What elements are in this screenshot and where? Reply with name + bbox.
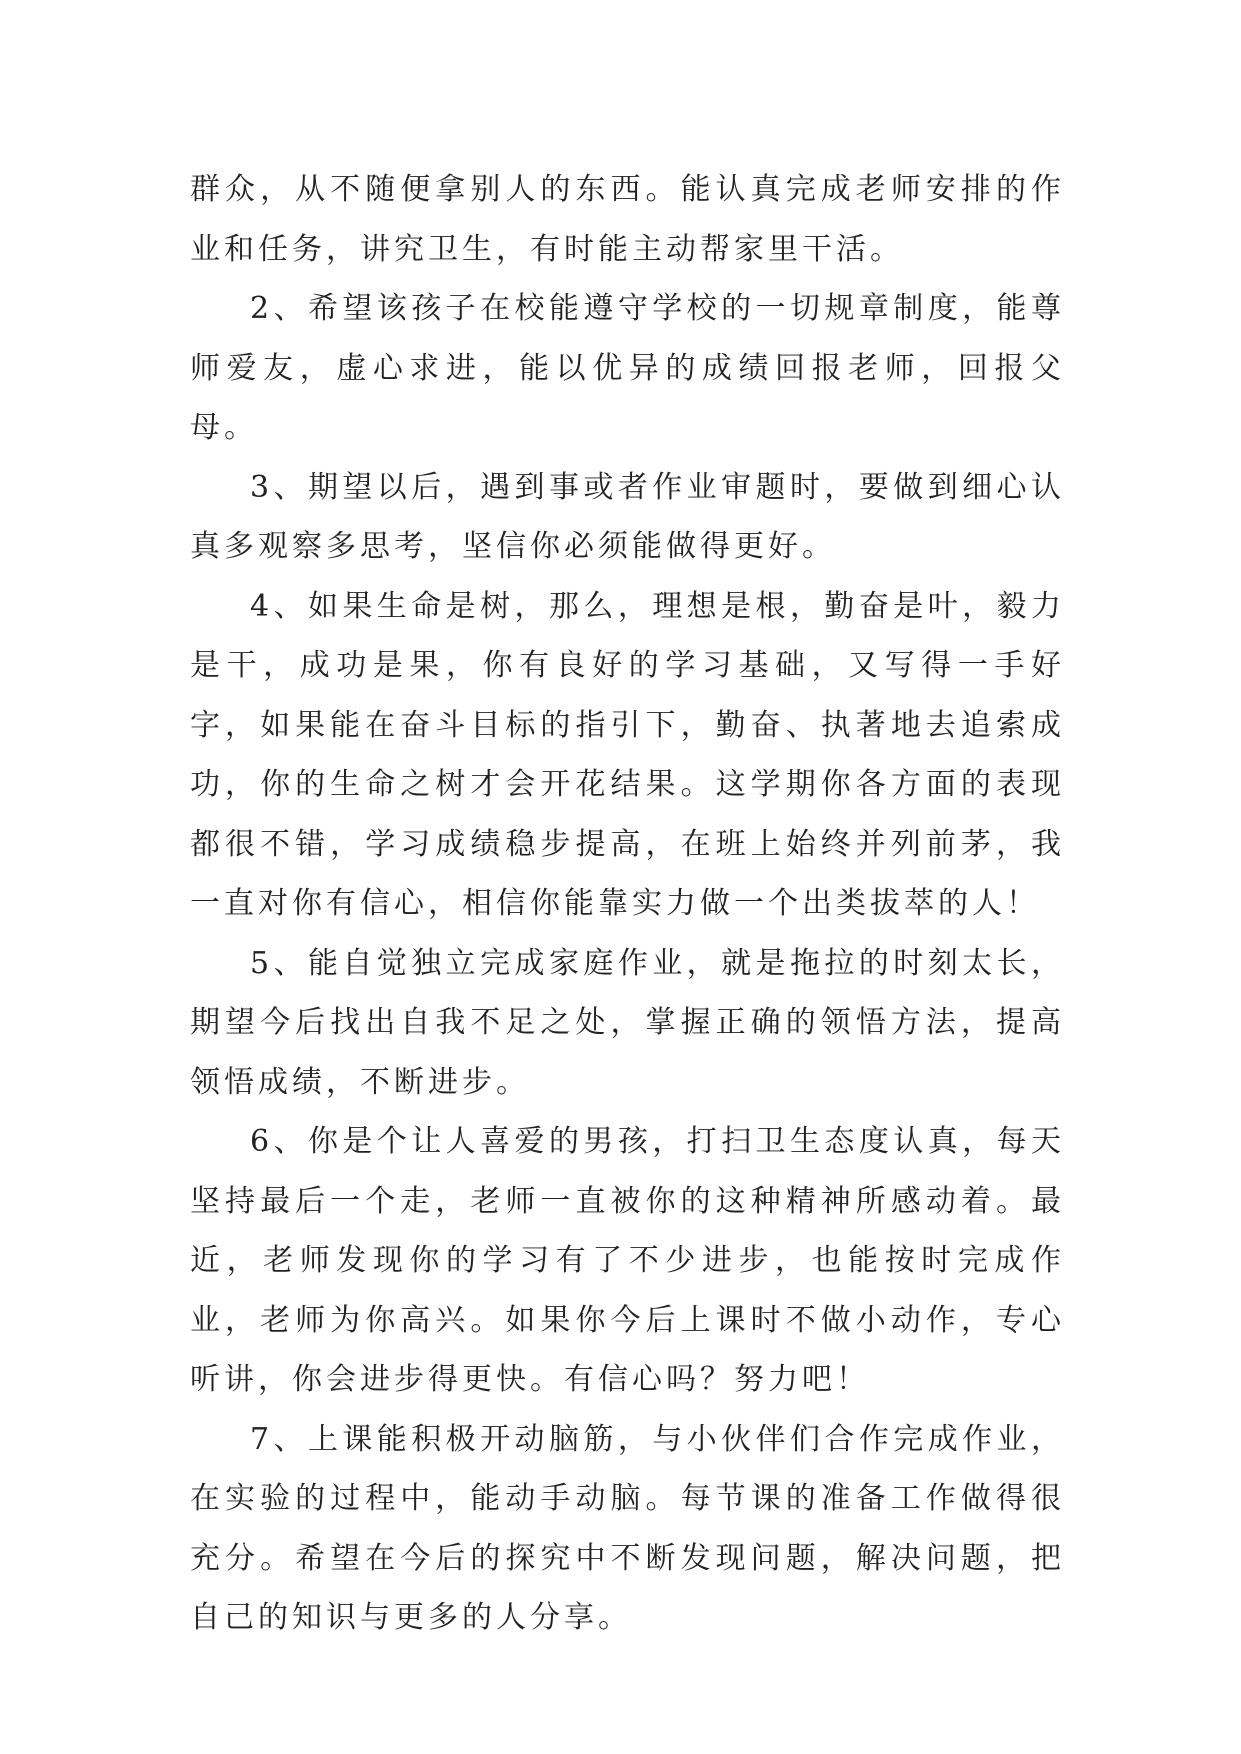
document-body [190, 160, 1065, 1648]
paragraph-continuation: 群众，从不随便拿别人的东西。能认真完成老师安排的作业和任务，讲究卫生，有时能主动帮家里干活。 [190, 172, 1065, 267]
paragraph-item-5: 5、能自觉独立完成家庭作业，就是拖拉的时刻太长，期望今后找出自我不足之处，掌握正确的领悟方法，提高领悟成绩，不断进步。 [190, 945, 1065, 1100]
paragraph-item-2: 2、希望该孩子在校能遵守学校的一切规章制度，能尊师爱友，虚心求进，能以优异的成绩回报老师，回报父母。 [190, 291, 1065, 445]
paragraph-item-7: 7、上课能积极开动脑筋，与小伙伴们合作完成作业，在实验的过程中，能动手动脑。每节课的准备工作做得很充分。希望在今后的探究中不断发现问题，解决问题，把自己的知识与更多的人分享。 [190, 1421, 1065, 1635]
paragraph-item-6: 6、你是个让人喜爱的男孩，打扫卫生态度认真，每天坚持最后一个走，老师一直被你的这种精神所感动着。最近，老师发现你的学习有了不少进步，也能按时完成作业，老师为你高兴。如果你今后上课时不做小动作，专心听讲，你会进步得更快。有信心吗？努力吧！ [190, 1124, 1065, 1397]
paragraph-item-4: 4、如果生命是树，那么，理想是根，勤奋是叶，毅力是干，成功是果，你有良好的学习基础，又写得一手好字，如果能在奋斗目标的指引下，勤奋、执著地去追索成功，你的生命之树才会开花结果。这学期你各方面的表现都很不错，学习成绩稳步提高，在班上始终并列前茅，我一直对你有信心，相信你能靠实力做一个出类拔萃的人！ [190, 588, 1065, 921]
paragraph-item-3: 3、期望以后，遇到事或者作业审题时，要做到细心认真多观察多思考，坚信你必须能做得更好。 [190, 469, 1065, 564]
